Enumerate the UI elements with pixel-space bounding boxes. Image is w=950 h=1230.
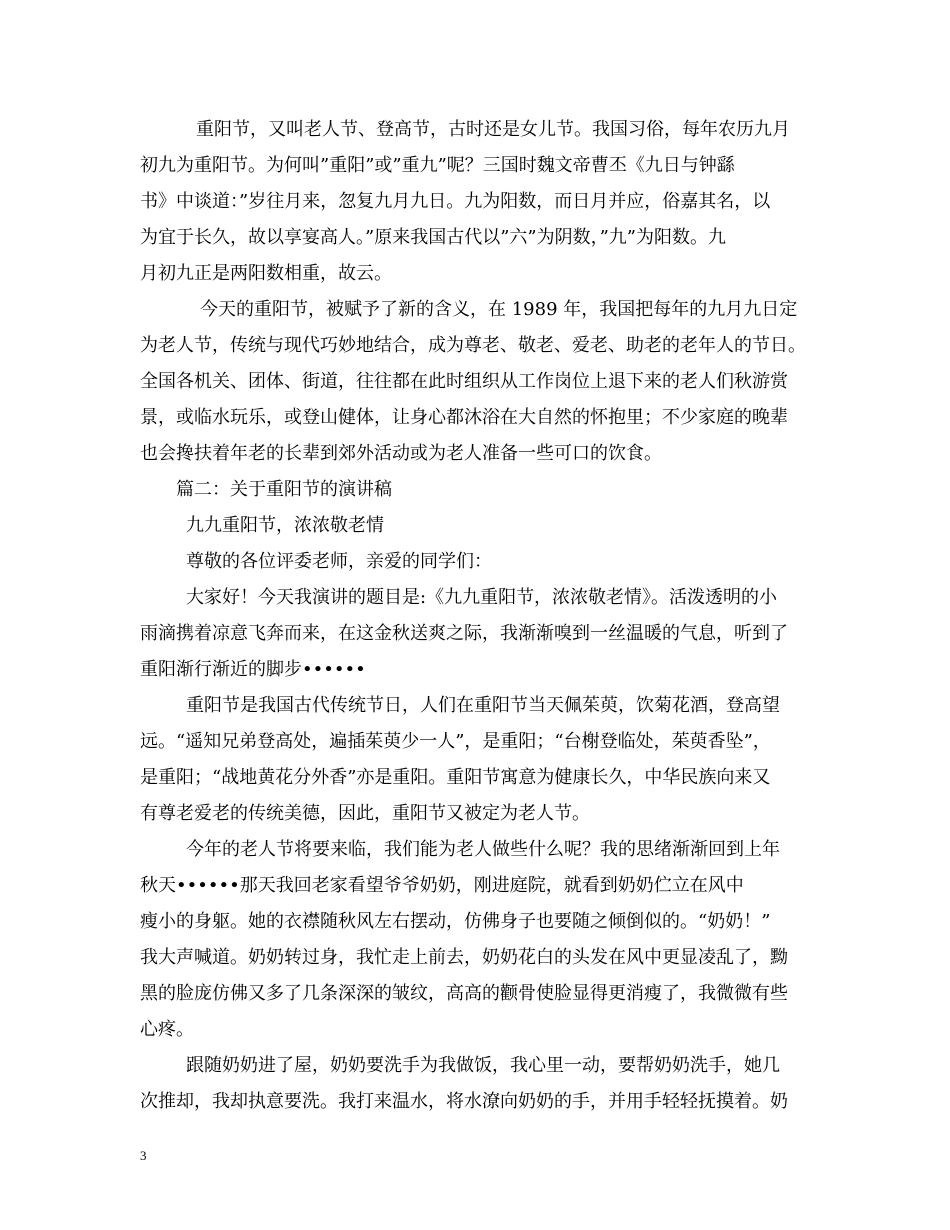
text-line: 雨滴携着凉意飞奔而来，在这金秋送爽之际，我渐渐嗅到一丝温暖的气息，听到了 <box>140 623 788 644</box>
text-line: 重阳节，又叫老人节、登高节，古时还是女儿节。我国习俗，每年农历九月 <box>196 119 790 140</box>
text-line: 为老人节，传统与现代巧妙地结合，成为尊老、敬老、爱老、助老的老年人的节日。 <box>140 335 806 356</box>
text-line: 全国各机关、团体、街道，往往都在此时组织从工作岗位上退下来的老人们秋游赏 <box>140 371 788 392</box>
text-line: 秋天••••••那天我回老家看望爷爷奶奶，刚进庭院，就看到奶奶伫立在风中 <box>140 875 744 896</box>
text-line: 也会搀扶着年老的长辈到郊外活动或为老人准备一些可口的饮食。 <box>140 443 662 464</box>
text-line: 大家好！今天我演讲的题目是:《九九重阳节，浓浓敬老情》。活泼透明的小 <box>186 587 778 608</box>
text-line: 重阳节是我国古代传统节日，人们在重阳节当天佩茱萸，饮菊花酒，登高望 <box>186 695 780 716</box>
text-line: 是重阳；“战地黄花分外香”亦是重阳。重阳节寓意为健康长久，中华民族向来又 <box>140 767 771 788</box>
speech-title: 九九重阳节，浓浓敬老情 <box>186 515 384 536</box>
text-line: 为宜于长久，故以享宴高人。”原来我国古代以”六”为阴数，”九”为阳数。九 <box>140 227 727 248</box>
text-line: 黑的脸庞仿佛又多了几条深深的皱纹，高高的颧骨使脸显得更消瘦了，我微微有些 <box>140 983 788 1004</box>
text-line: 重阳渐行渐近的脚步•••••• <box>140 659 366 680</box>
text-line: 月初九正是两阳数相重，故云。 <box>140 263 392 284</box>
text-line: 书》中谈道：”岁往月来，忽复九月九日。九为阳数，而日月并应，俗嘉其名，以 <box>140 191 771 212</box>
text-line: 今天的重阳节，被赋予了新的含义，在 1989 年，我国把每年的九月九日定 <box>200 299 798 320</box>
text-line: 今年的老人节将要来临，我们能为老人做些什么呢？我的思绪渐渐回到上年 <box>186 839 780 860</box>
text-line: 初九为重阳节。为何叫”重阳”或”重九”呢？三国时魏文帝曹丕《九日与钟繇 <box>140 155 735 176</box>
text-line: 跟随奶奶进了屋，奶奶要洗手为我做饭，我心里一动，要帮奶奶洗手，她几 <box>186 1055 780 1076</box>
text-line: 有尊老爱老的传统美德，因此，重阳节又被定为老人节。 <box>140 803 590 824</box>
text-line: 景，或临水玩乐，或登山健体，让身心都沐浴在大自然的怀抱里；不少家庭的晚辈 <box>140 407 788 428</box>
page-number: 3 <box>140 1148 147 1163</box>
text-line: 次推却，我却执意要洗。我打来温水，将水潦向奶奶的手，并用手轻轻抚摸着。奶 <box>140 1091 788 1112</box>
text-line: 远。“遥知兄弟登高处，遍插茱萸少一人”，是重阳；“台榭登临处，茱萸香坠”， <box>140 731 771 752</box>
text-line: 我大声喊道。奶奶转过身，我忙走上前去，奶奶花白的头发在风中更显凌乱了，黝 <box>140 947 788 968</box>
salutation: 尊敬的各位评委老师，亲爱的同学们： <box>186 551 492 572</box>
text-line: 心疼。 <box>140 1019 194 1040</box>
text-line: 瘦小的身躯。她的衣襟随秋风左右摆动，仿佛身子也要随之倾倒似的。“奶奶！” <box>140 911 771 932</box>
section-heading: 篇二：关于重阳节的演讲稿 <box>176 479 392 500</box>
